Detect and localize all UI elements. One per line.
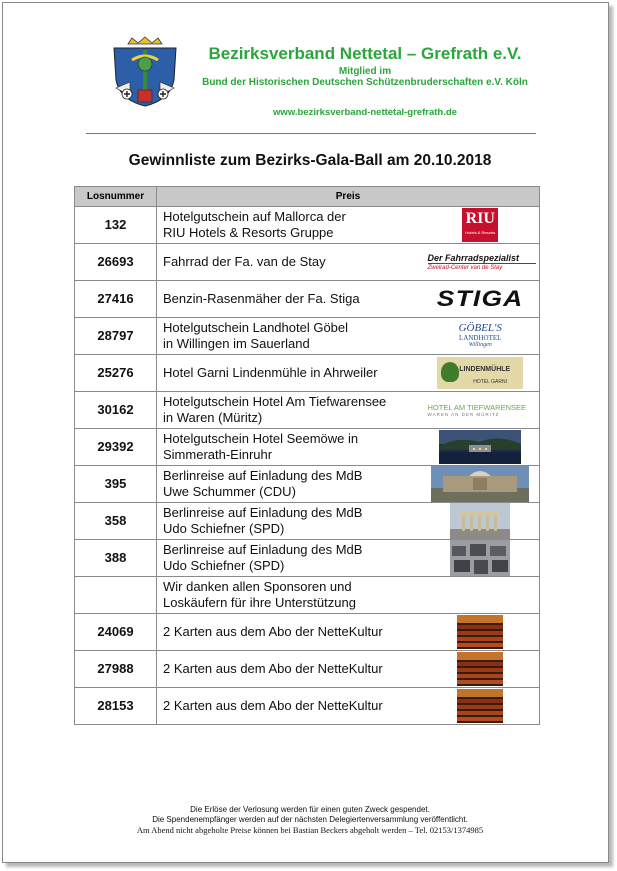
tiefwarensee-logo [422, 392, 540, 429]
tiefwarensee-subtext: WAREN AN DER MÜRITZ [427, 412, 500, 418]
lot-number: 24069 [75, 614, 157, 651]
table-row [75, 466, 540, 503]
prize-description: Wir danken allen Sponsoren und Loskäufern für ihre Unterstützung [157, 577, 422, 614]
holocaust-memorial-photo [422, 540, 540, 577]
tiefwarensee-text: HOTEL AM TIEFWARENSEE [427, 403, 526, 413]
lot-number: 132 [75, 207, 157, 244]
coat-of-arms-logo [110, 36, 180, 108]
lot-number: 27416 [75, 281, 157, 318]
reichstag-photo [422, 466, 540, 503]
column-header-preis: Preis [157, 187, 540, 207]
lindenmuehle-logo [422, 355, 540, 392]
table-row [75, 318, 540, 355]
stiga-text: STIGA [436, 286, 524, 312]
prize-description: Fahrrad der Fa. van de Stay [157, 244, 422, 281]
table-row [75, 651, 540, 688]
goebel-name: GÖBEL'S [458, 322, 502, 334]
column-header-losnummer: Losnummer [75, 187, 157, 207]
prize-description: Berlinreise auf Einladung des MdB Udo Schiefner (SPD) [157, 540, 422, 577]
prize-description: Hotelgutschein auf Mallorca der RIU Hotels & Resorts Gruppe [157, 207, 422, 244]
header-divider [86, 133, 536, 134]
lindenmuehle-subtext: HOTEL GARNI [473, 379, 507, 385]
table-row [75, 429, 540, 466]
theater-photo [422, 688, 540, 725]
riu-text: RIU [465, 210, 495, 227]
table-row [75, 577, 540, 614]
lot-number: 28797 [75, 318, 157, 355]
prize-description: Benzin-Rasenmäher der Fa. Stiga [157, 281, 422, 318]
tree-icon [441, 362, 459, 382]
goebel-type: LANDHOTEL [459, 334, 502, 342]
seemoewe-photo [422, 429, 540, 466]
goebel-town: Willingen [468, 342, 492, 348]
lot-number: 25276 [75, 355, 157, 392]
prize-description: 2 Karten aus dem Abo der NetteKultur [157, 688, 422, 725]
prize-description: Hotelgutschein Hotel Seemöwe in Simmerath-Einruhr [157, 429, 422, 466]
lot-number: 395 [75, 466, 157, 503]
table-row [75, 392, 540, 429]
prize-description: Berlinreise auf Einladung des MdB Udo Schiefner (SPD) [157, 503, 422, 540]
lot-number: 26693 [75, 244, 157, 281]
table-row [75, 281, 540, 318]
table-row [75, 614, 540, 651]
organization-title: Bezirksverband Nettetal – Grefrath e.V. [208, 44, 522, 63]
prize-description: Berlinreise auf Einladung des MdB Uwe Schummer (CDU) [157, 466, 422, 503]
table-row [75, 688, 540, 725]
prize-table [74, 186, 540, 725]
fahrradspezialist-logo [422, 244, 540, 281]
table-row [75, 503, 540, 540]
prize-description: Hotelgutschein Landhotel Göbel in Willingen im Sauerland [157, 318, 422, 355]
lot-number: 30162 [75, 392, 157, 429]
goebels-logo [422, 318, 540, 355]
table-row [75, 244, 540, 281]
table-row [75, 355, 540, 392]
member-of-label: Mitglied im [338, 66, 392, 77]
theater-photo [422, 651, 540, 688]
fahrrad-text: Der Fahrradspezialist [427, 252, 520, 263]
prize-description: Hotelgutschein Hotel Am Tiefwarensee in Waren (Müritz) [157, 392, 422, 429]
fahrrad-subtext: Zweirad-Center van de Stay [428, 263, 536, 272]
prize-description: Hotel Garni Lindenmühle in Ahrweiler [157, 355, 422, 392]
stiga-logo [422, 281, 540, 318]
lot-number: 358 [75, 503, 157, 540]
federation-name: Bund der Historischen Deutschen Schützenbruderschaften e.V. Köln [202, 77, 528, 88]
brandenburger-tor-photo [422, 503, 540, 540]
lot-number: 27988 [75, 651, 157, 688]
prize-description: 2 Karten aus dem Abo der NetteKultur [157, 651, 422, 688]
riu-subtext: Hotels & Resorts [465, 230, 496, 235]
footer-line-1: Die Erlöse der Verlosung werden für einen guten Zweck gespendet. [190, 805, 430, 814]
footer-line-2: Die Spendenempfänger werden auf der nächsten Delegiertenversammlung veröffentlicht. [152, 815, 468, 824]
riu-logo [422, 207, 540, 244]
lot-number: 388 [75, 540, 157, 577]
empty-logo-cell [422, 577, 540, 614]
lot-number: 28153 [75, 688, 157, 725]
website-url: www.bezirksverband-nettetal-grefrath.de [273, 107, 457, 118]
table-row [75, 540, 540, 577]
table-header-row [75, 187, 540, 207]
theater-photo [422, 614, 540, 651]
lot-number: 29392 [75, 429, 157, 466]
document-title: Gewinnliste zum Bezirks-Gala-Ball am 20.10.2018 [128, 152, 492, 169]
table-row [75, 207, 540, 244]
lindenmuehle-text: LINDENMÜHLE [459, 366, 511, 373]
footer-line-3: Am Abend nicht abgeholte Preise können bei Bastian Beckers abgeholt werden – Tel. 02153/1374985 [136, 825, 484, 835]
prize-description: 2 Karten aus dem Abo der NetteKultur [157, 614, 422, 651]
lot-number [75, 577, 157, 614]
